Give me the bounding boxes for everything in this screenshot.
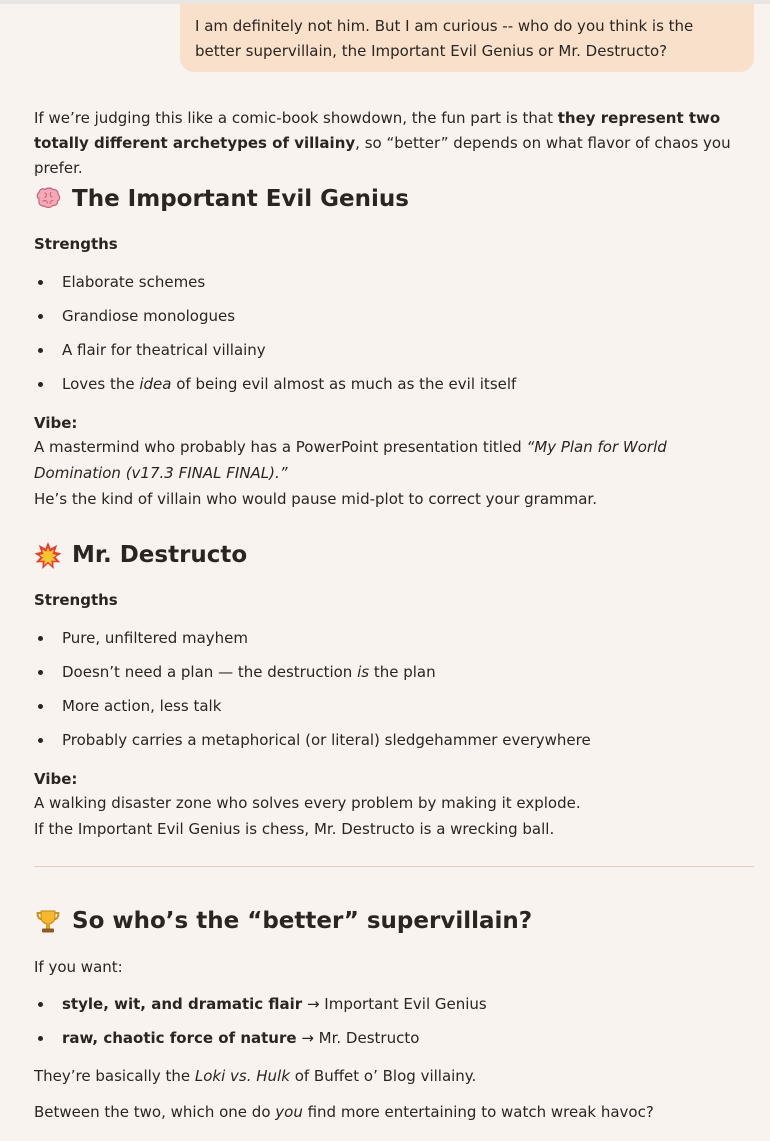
if-you-want-text: If you want: bbox=[34, 958, 123, 976]
option-bold: raw, chaotic force of nature bbox=[62, 1029, 297, 1047]
basically-emphasis: Loki vs. Hulk bbox=[194, 1067, 290, 1085]
vibe-text: A mastermind who probably has a PowerPoint presentation titled bbox=[34, 438, 527, 456]
vibe-emphasis: “My Plan for World Domination (v17.3 FINAL FINAL).” bbox=[34, 438, 667, 482]
better-title: So who’s the “better” supervillain? bbox=[72, 908, 533, 934]
list-item-emphasis: idea bbox=[139, 375, 172, 393]
option-bold: style, wit, and dramatic flair bbox=[62, 995, 303, 1013]
closing-question bbox=[34, 1100, 754, 1125]
intro-text-end: , so “better” depends on what flavor of chaos you prefer. bbox=[34, 134, 731, 177]
question-emphasis: you bbox=[275, 1103, 303, 1121]
basically-post: of Buffet o’ Blog villainy. bbox=[289, 1067, 477, 1085]
destructo-strengths-label bbox=[34, 590, 754, 610]
trophy-icon bbox=[34, 907, 62, 935]
section-divider bbox=[34, 866, 754, 867]
list-item: More action, less talk bbox=[34, 689, 754, 723]
user-message-bubble bbox=[180, 4, 754, 72]
brain-icon bbox=[34, 185, 62, 213]
genius-vibe bbox=[34, 412, 754, 512]
list-item-text-end: the plan bbox=[369, 663, 436, 681]
question-post: find more entertaining to watch wreak havoc? bbox=[302, 1103, 654, 1121]
intro-text: If we’re judging this like a comic-book showdown, the fun part is that bbox=[34, 109, 558, 127]
list-item: Elaborate schemes bbox=[34, 265, 754, 299]
list-item bbox=[34, 987, 754, 1021]
genius-title: The Important Evil Genius bbox=[72, 186, 409, 212]
list-item: Grandiose monologues bbox=[34, 299, 754, 333]
strengths-label: Strengths bbox=[34, 235, 118, 253]
strengths-label: Strengths bbox=[34, 591, 118, 609]
question-pre: Between the two, which one do bbox=[34, 1103, 276, 1121]
vibe-label: Vibe: bbox=[34, 770, 78, 788]
destructo-strengths-list bbox=[34, 621, 754, 757]
option-rest: → Important Evil Genius bbox=[302, 995, 487, 1013]
list-item bbox=[34, 655, 754, 689]
genius-heading bbox=[34, 184, 754, 214]
destructo-heading bbox=[34, 540, 754, 570]
genius-vibe-line2: He’s the kind of villain who would pause mid-plot to correct your grammar. bbox=[34, 490, 597, 508]
genius-vibe-text bbox=[34, 434, 754, 486]
list-item-text: Doesn’t need a plan — the destruction bbox=[62, 663, 358, 681]
basically-text bbox=[34, 1064, 754, 1089]
list-item: Probably carries a metaphorical (or literal) sledgehammer everywhere bbox=[34, 723, 754, 757]
list-item: Pure, unfiltered mayhem bbox=[34, 621, 754, 655]
vibe-label: Vibe: bbox=[34, 414, 78, 432]
genius-strengths-list bbox=[34, 265, 754, 401]
intro-bold: they represent two totally different archetypes of villainy bbox=[34, 109, 721, 152]
better-options-list bbox=[34, 987, 754, 1055]
list-item-text-end: of being evil almost as much as the evil itself bbox=[171, 375, 517, 393]
list-item: A flair for theatrical villainy bbox=[34, 333, 754, 367]
genius-strengths-label bbox=[34, 234, 754, 254]
list-item bbox=[34, 1021, 754, 1055]
destructo-vibe-line1: A walking disaster zone who solves every problem by making it explode. bbox=[34, 794, 581, 812]
list-item bbox=[34, 367, 754, 401]
list-item-text: Loves the bbox=[62, 375, 140, 393]
basically-pre: They’re basically the bbox=[34, 1067, 195, 1085]
explosion-icon bbox=[34, 541, 62, 569]
destructo-vibe-line2: If the Important Evil Genius is chess, Mr. Destructo is a wrecking ball. bbox=[34, 820, 555, 838]
destructo-vibe bbox=[34, 768, 754, 842]
option-rest: → Mr. Destructo bbox=[296, 1029, 420, 1047]
intro-paragraph bbox=[34, 106, 754, 181]
user-message-text: I am definitely not him. But I am curious -- who do you think is the better supervillain, the Important Evil Genius or Mr. Destructo? bbox=[195, 17, 694, 60]
destructo-title: Mr. Destructo bbox=[72, 542, 248, 568]
better-heading bbox=[34, 906, 754, 936]
list-item-emphasis: is bbox=[357, 663, 370, 681]
